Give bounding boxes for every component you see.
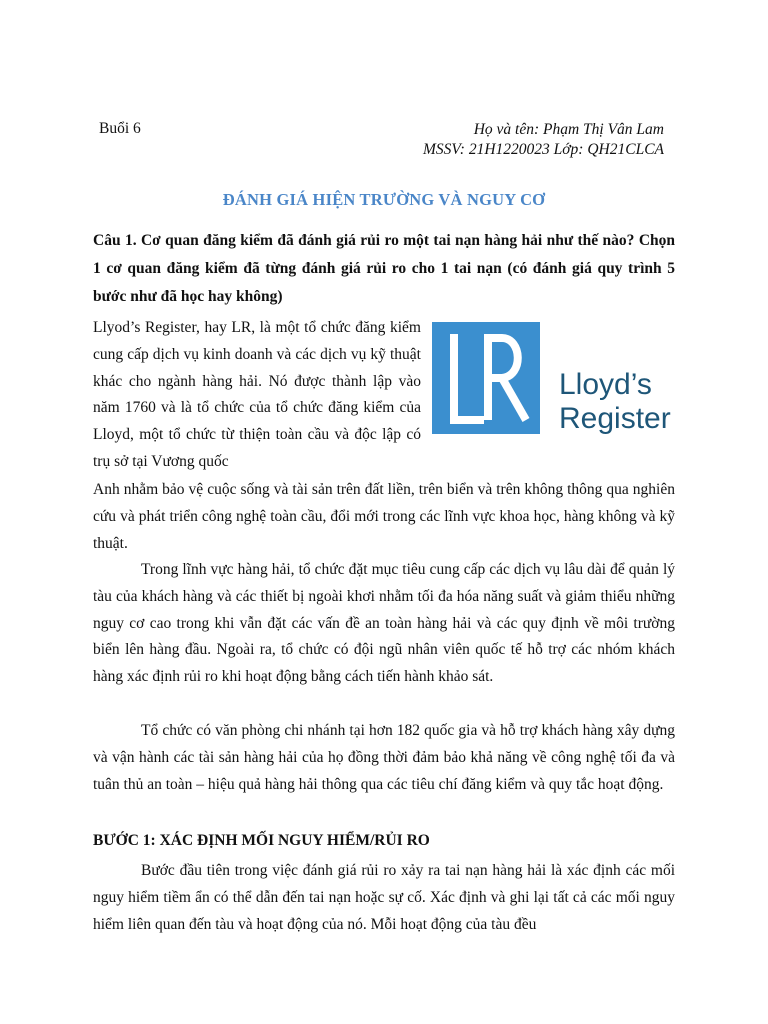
paragraph-1-wrapped: Llyod’s Register, hay LR, là một tổ chức đăng kiểm cung cấp dịch vụ kinh doanh và các dịch vụ kỹ thuật khác cho ngành hàng hải. Nó được thành lập vào năm 1760 và là tổ chức của tổ chức đăng kiểm của Lloyd, một tổ chức từ thiện toàn cầu và độc lập có trụ sở tại Vương quốc (93, 319, 421, 470)
student-name: Họ và tên: Phạm Thị Vân Lam (473, 121, 664, 138)
logo-word-register: Register (559, 402, 671, 435)
question-1: Câu 1. Cơ quan đăng kiểm đã đánh giá rủi ro một tai nạn hàng hải như thế nào? Chọn 1 cơ quan đăng kiểm đã từng đánh giá rủi ro cho 1 tai nạn (có đánh giá quy trình 5 bước như đã học hay không) (93, 232, 675, 305)
student-info (423, 120, 664, 160)
logo-wordmark (559, 368, 671, 436)
paragraph-3: Tổ chức có văn phòng chi nhánh tại hơn 182 quốc gia và hỗ trợ khách hàng xây dựng và vận hành các tài sản hàng hải của họ đồng thời đảm bảo khả năng về công nghệ tối đa và tuân thủ an toàn – hiệu quả hàng hải thông qua các tiêu chí đăng kiểm và quy tắc hoạt động. (93, 722, 675, 793)
paragraph-1-continued: Anh nhằm bảo vệ cuộc sống và tài sản trên đất liền, trên biển và trên không thông qua nghiên cứu và phát triển công nghệ toàn cầu, đổi mới trong các lĩnh vực khoa học, hàng không và kỹ thuật. (93, 481, 675, 552)
paragraph-4: Bước đầu tiên trong việc đánh giá rủi ro xảy ra tai nạn hàng hải là xác định các mối nguy hiểm tiềm ẩn có thể dẫn đến tai nạn hoặc sự cố. Xác định và ghi lại tất cả các mối nguy hiểm liên quan đến tàu và hoạt động của nó. Mỗi hoạt động của tàu đều (93, 862, 675, 933)
lloyds-register-logo (432, 322, 677, 438)
logo-word-lloyds: Lloyd’s (559, 368, 652, 401)
lr-letters-icon (432, 322, 540, 434)
document-title: ĐÁNH GIÁ HIỆN TRƯỜNG VÀ NGUY CƠ (222, 190, 546, 209)
lr-monogram-icon (432, 322, 540, 434)
paragraph-2: Trong lĩnh vực hàng hải, tổ chức đặt mục tiêu cung cấp các dịch vụ lâu dài để quản lý tàu của khách hàng và các thiết bị ngoài khơi nhằm tối đa hóa năng suất và giảm thiểu những nguy cơ cao trong khi vẫn đặt các vấn đề an toàn hàng hải và các quy định về môi trường biển lên hàng đầu. Ngoài ra, tổ chức có đội ngũ nhân viên quốc tế hỗ trợ các nhóm khách hàng xác định rủi ro khi hoạt động bằng cách tiến hành khảo sát. (93, 561, 675, 686)
session-label: Buổi 6 (99, 120, 141, 137)
student-id-class: MSSV: 21H1220023 Lớp: QH21CLCA (422, 141, 664, 158)
step-1-heading: BƯỚC 1: XÁC ĐỊNH MỐI NGUY HIỂM/RỦI RO (93, 832, 430, 849)
